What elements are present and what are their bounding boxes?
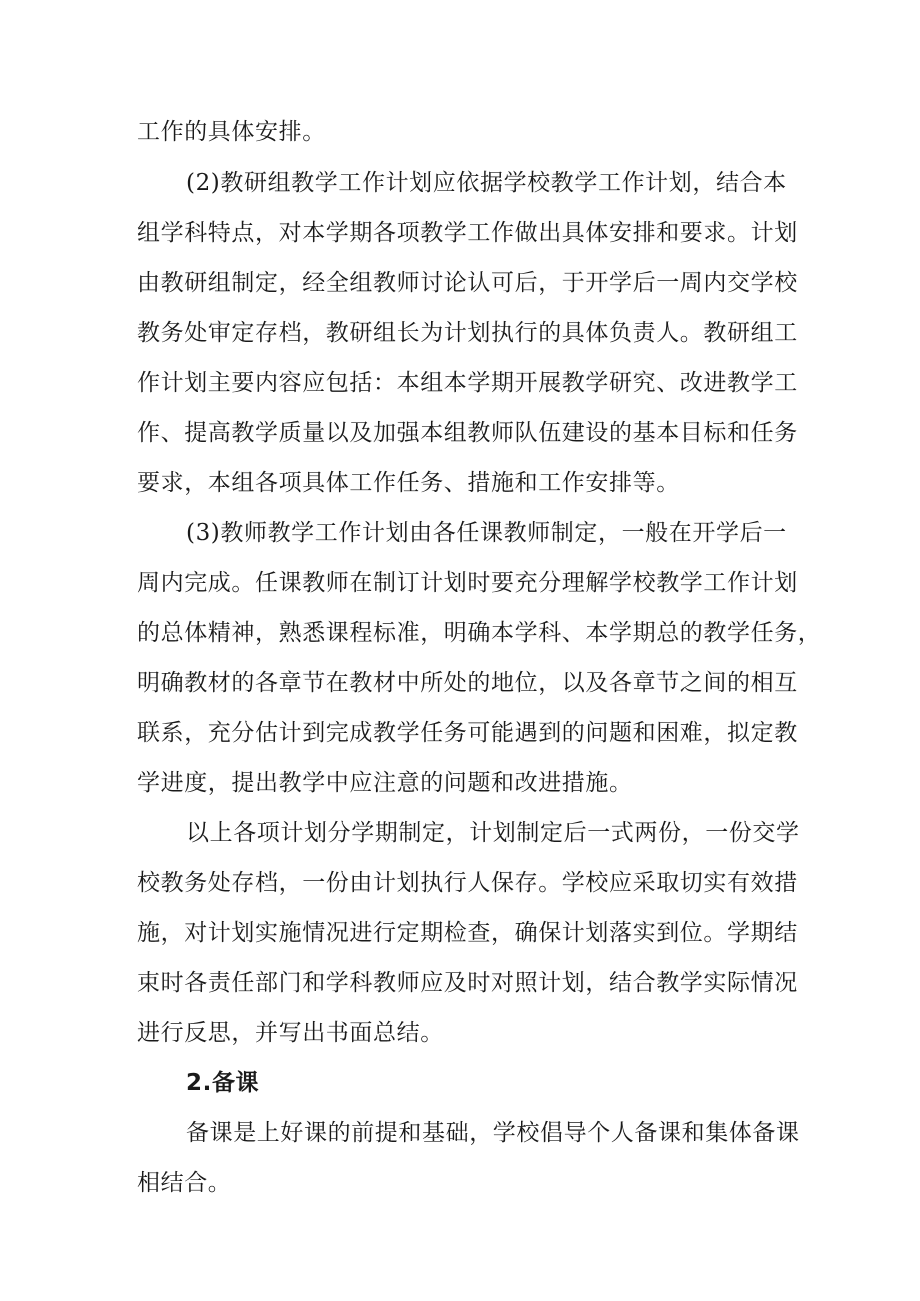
text-line: 要求，本组各项具体工作任务、措施和工作安排等。 [137, 470, 680, 496]
text-line: 周内完成。任课教师在制订计划时要充分理解学校教学工作计划 [137, 570, 798, 596]
text-line: 备课是上好课的前提和基础，学校倡导个人备课和集体备课 [186, 1120, 800, 1146]
text-line: 的总体精神，熟悉课程标准，明确本学科、本学期总的教学任务， [137, 620, 822, 646]
text-line: 束时各责任部门和学科教师应及时对照计划，结合教学实际情况 [137, 970, 798, 996]
section-heading: 2.备课 [186, 1070, 260, 1096]
text-line: 作、提高教学质量以及加强本组教师队伍建设的基本目标和任务 [137, 420, 798, 446]
text-line: 工作的具体安排。 [137, 119, 326, 145]
text-line: 进行反思，并写出书面总结。 [137, 1020, 444, 1046]
text-line: 学进度，提出教学中应注意的问题和改进措施。 [137, 770, 633, 796]
text-line: (3)教师教学工作计划由各任课教师制定，一般在开学后一 [186, 520, 787, 546]
text-line: 明确教材的各章节在教材中所处的地位，以及各章节之间的相互 [137, 670, 798, 696]
text-line: 组学科特点，对本学期各项教学工作做出具体安排和要求。计划 [137, 220, 798, 246]
text-line: 作计划主要内容应包括：本组本学期开展教学研究、改进教学工 [137, 370, 798, 396]
text-line: 教务处审定存档，教研组长为计划执行的具体负责人。教研组工 [137, 320, 798, 346]
text-line: 由教研组制定，经全组教师讨论认可后，于开学后一周内交学校 [137, 270, 798, 296]
text-line: 以上各项计划分学期制定，计划制定后一式两份，一份交学 [186, 820, 800, 846]
text-line: 施，对计划实施情况进行定期检查，确保计划落实到位。学期结 [137, 920, 798, 946]
text-line: 联系，充分估计到完成教学任务可能遇到的问题和困难，拟定教 [137, 720, 798, 746]
text-line: 校教务处存档，一份由计划执行人保存。学校应采取切实有效措 [137, 870, 798, 896]
text-line: (2)教研组教学工作计划应依据学校教学工作计划，结合本 [186, 170, 787, 196]
text-line: 相结合。 [137, 1170, 232, 1196]
